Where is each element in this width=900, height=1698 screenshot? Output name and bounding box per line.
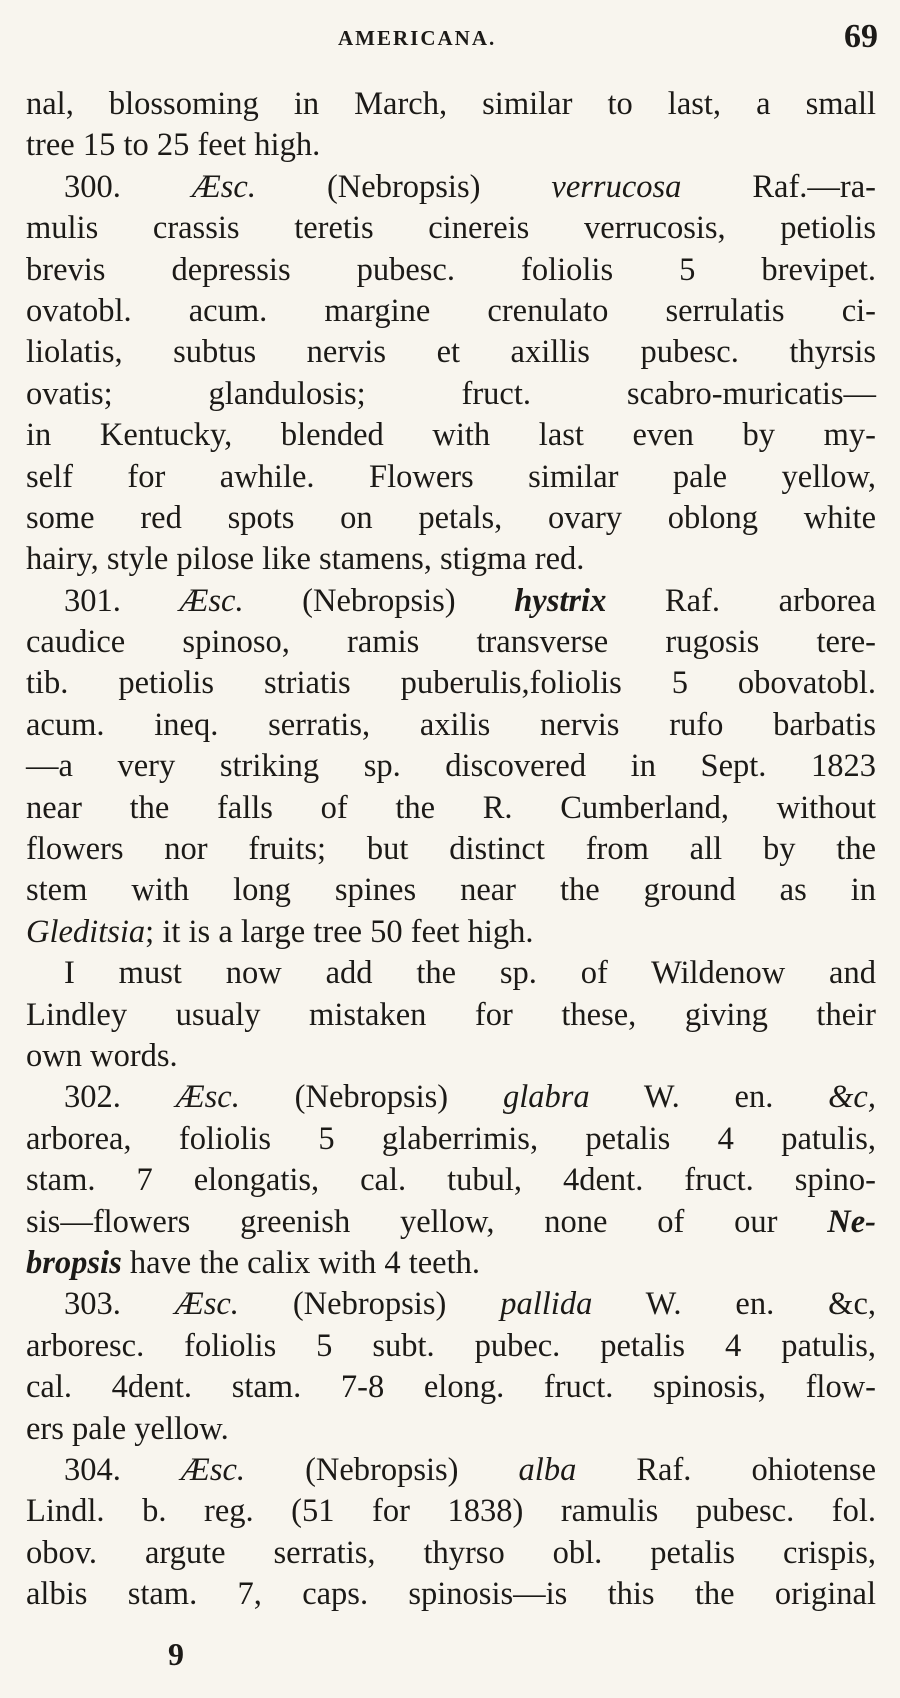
text-line (26, 1284, 876, 1325)
text-segment: Lindley usualy mistaken for these, giving their (26, 996, 876, 1033)
text-segment: flowers nor fruits; but distinct from all by the (26, 831, 876, 868)
text-segment: 300. (64, 168, 192, 205)
italic-text: glabra (502, 1079, 590, 1116)
text-line (26, 581, 876, 622)
text-line (26, 208, 876, 249)
text-line (26, 125, 876, 166)
text-segment: mulis crassis teretis cinereis verrucosis, petiolis (26, 210, 876, 247)
text-segment: (Nebropsis) (239, 1079, 503, 1116)
text-segment: liolatis, subtus nervis et axillis pubesc. thyrsis (26, 334, 876, 371)
text-line (26, 663, 876, 704)
text-segment: Raf. arborea (606, 582, 876, 619)
italic-text: Æsc. (180, 1451, 246, 1488)
text-line (26, 705, 876, 746)
text-line (26, 1409, 876, 1450)
text-line (26, 995, 876, 1036)
text-segment: (Nebropsis) (245, 1451, 519, 1488)
text-segment: ers pale yellow. (26, 1410, 229, 1447)
text-line (26, 457, 876, 498)
text-line (26, 539, 876, 580)
text-line (26, 829, 876, 870)
text-segment: in Kentucky, blended with last even by my- (26, 417, 876, 454)
page-body-text (26, 84, 876, 1615)
text-segment: stem with long spines near the ground as in (26, 872, 876, 909)
text-line (26, 1450, 876, 1491)
text-segment: ; it is a large tree 50 feet high. (145, 913, 534, 950)
italic-text: bropsis (26, 1244, 122, 1281)
text-segment: 301. (64, 582, 180, 619)
text-line (26, 1533, 876, 1574)
text-line (26, 1160, 876, 1201)
text-segment: arborea, foliolis 5 glaberrimis, petalis 4 patulis, (26, 1120, 876, 1157)
text-segment: nal, blossoming in March, similar to last, a small (26, 86, 876, 122)
text-segment: self for awhile. Flowers similar pale yellow, (26, 458, 876, 495)
text-line (26, 1367, 876, 1408)
text-segment: Lindl. b. reg. (51 for 1838) ramulis pubesc. fol. (26, 1493, 876, 1530)
italic-text: &c, (828, 1079, 876, 1116)
text-line (26, 332, 876, 373)
text-line (26, 870, 876, 911)
text-line (26, 415, 876, 456)
italic-text: Æsc. (174, 1286, 239, 1323)
text-line (26, 374, 876, 415)
text-line (26, 1036, 876, 1077)
text-line (26, 291, 876, 332)
text-segment: Raf. ohiotense (576, 1451, 877, 1488)
text-segment: some red spots on petals, ovary oblong white (26, 499, 876, 536)
text-segment: (Nebropsis) (255, 168, 552, 205)
text-line (26, 1491, 876, 1532)
italic-text: Æsc. (179, 582, 244, 619)
text-segment: obov. argute serratis, thyrso obl. petalis crispis, (26, 1534, 876, 1571)
text-line (26, 1243, 876, 1284)
text-line (26, 167, 876, 208)
italic-text: verrucosa (551, 168, 682, 205)
text-segment: near the falls of the R. Cumberland, without (26, 789, 876, 826)
text-segment: albis stam. 7, caps. spinosis—is this the original (26, 1576, 876, 1613)
text-segment: 302. (64, 1079, 176, 1116)
text-segment: I must now add the sp. of Wildenow and (64, 955, 876, 992)
text-line (26, 84, 876, 125)
text-line (26, 1326, 876, 1367)
text-segment: tree 15 to 25 feet high. (26, 127, 321, 164)
text-segment: brevis depressis pubesc. foliolis 5 brevipet. (26, 251, 876, 288)
signature-mark: 9 (168, 1636, 184, 1672)
text-segment: ovatis; glandulosis; fruct. scabro-muricatis— (26, 375, 876, 412)
text-segment: caudice spinoso, ramis transverse rugosis tere- (26, 624, 876, 661)
italic-text: alba (518, 1451, 577, 1488)
text-segment: stam. 7 elongatis, cal. tubul, 4dent. fruct. spino- (26, 1162, 876, 1199)
text-segment: W. en. &c, (592, 1286, 876, 1323)
text-line (26, 1077, 876, 1118)
italic-text: Æsc. (191, 168, 256, 205)
text-segment: Raf.—ra- (681, 168, 877, 205)
text-segment: ovatobl. acum. margine crenulato serrulatis ci- (26, 292, 876, 329)
text-segment: own words. (26, 1037, 178, 1074)
text-segment: (Nebropsis) (238, 1286, 501, 1323)
text-segment: acum. ineq. serratis, axilis nervis rufo barbatis (26, 706, 876, 743)
text-segment: have the calix with 4 teeth. (121, 1244, 481, 1281)
text-line (26, 746, 876, 787)
text-line (26, 1574, 876, 1615)
text-segment: arboresc. foliolis 5 subt. pubec. petalis 4 patulis, (26, 1327, 876, 1364)
text-line (26, 1119, 876, 1160)
italic-text: Gleditsia (26, 913, 146, 950)
text-segment: hairy, style pilose like stamens, stigma red. (26, 541, 585, 578)
running-title: AMERICANA. (338, 26, 497, 50)
text-segment: W. en. (589, 1079, 829, 1116)
italic-text: Ne- (827, 1203, 876, 1240)
text-line (26, 912, 876, 953)
italic-text: hystrix (514, 582, 607, 619)
text-segment: —a very striking sp. discovered in Sept. 1823 (26, 748, 876, 785)
text-segment: tib. petiolis striatis puberulis,foliolis 5 obovatobl. (26, 665, 876, 702)
text-segment: (Nebropsis) (243, 582, 515, 619)
text-line (26, 622, 876, 663)
italic-text: Æsc. (175, 1079, 240, 1116)
text-line (26, 788, 876, 829)
text-segment: sis—flowers greenish yellow, none of our (26, 1203, 828, 1240)
text-segment: 303. (64, 1286, 175, 1323)
page-number: 69 (844, 18, 878, 55)
page-header (0, 18, 900, 62)
text-line (26, 1202, 876, 1243)
text-line (26, 250, 876, 291)
text-line (26, 498, 876, 539)
italic-text: pallida (500, 1286, 593, 1323)
text-segment: 304. (64, 1451, 181, 1488)
text-line (26, 953, 876, 994)
text-segment: cal. 4dent. stam. 7-8 elong. fruct. spinosis, flow- (26, 1369, 876, 1406)
